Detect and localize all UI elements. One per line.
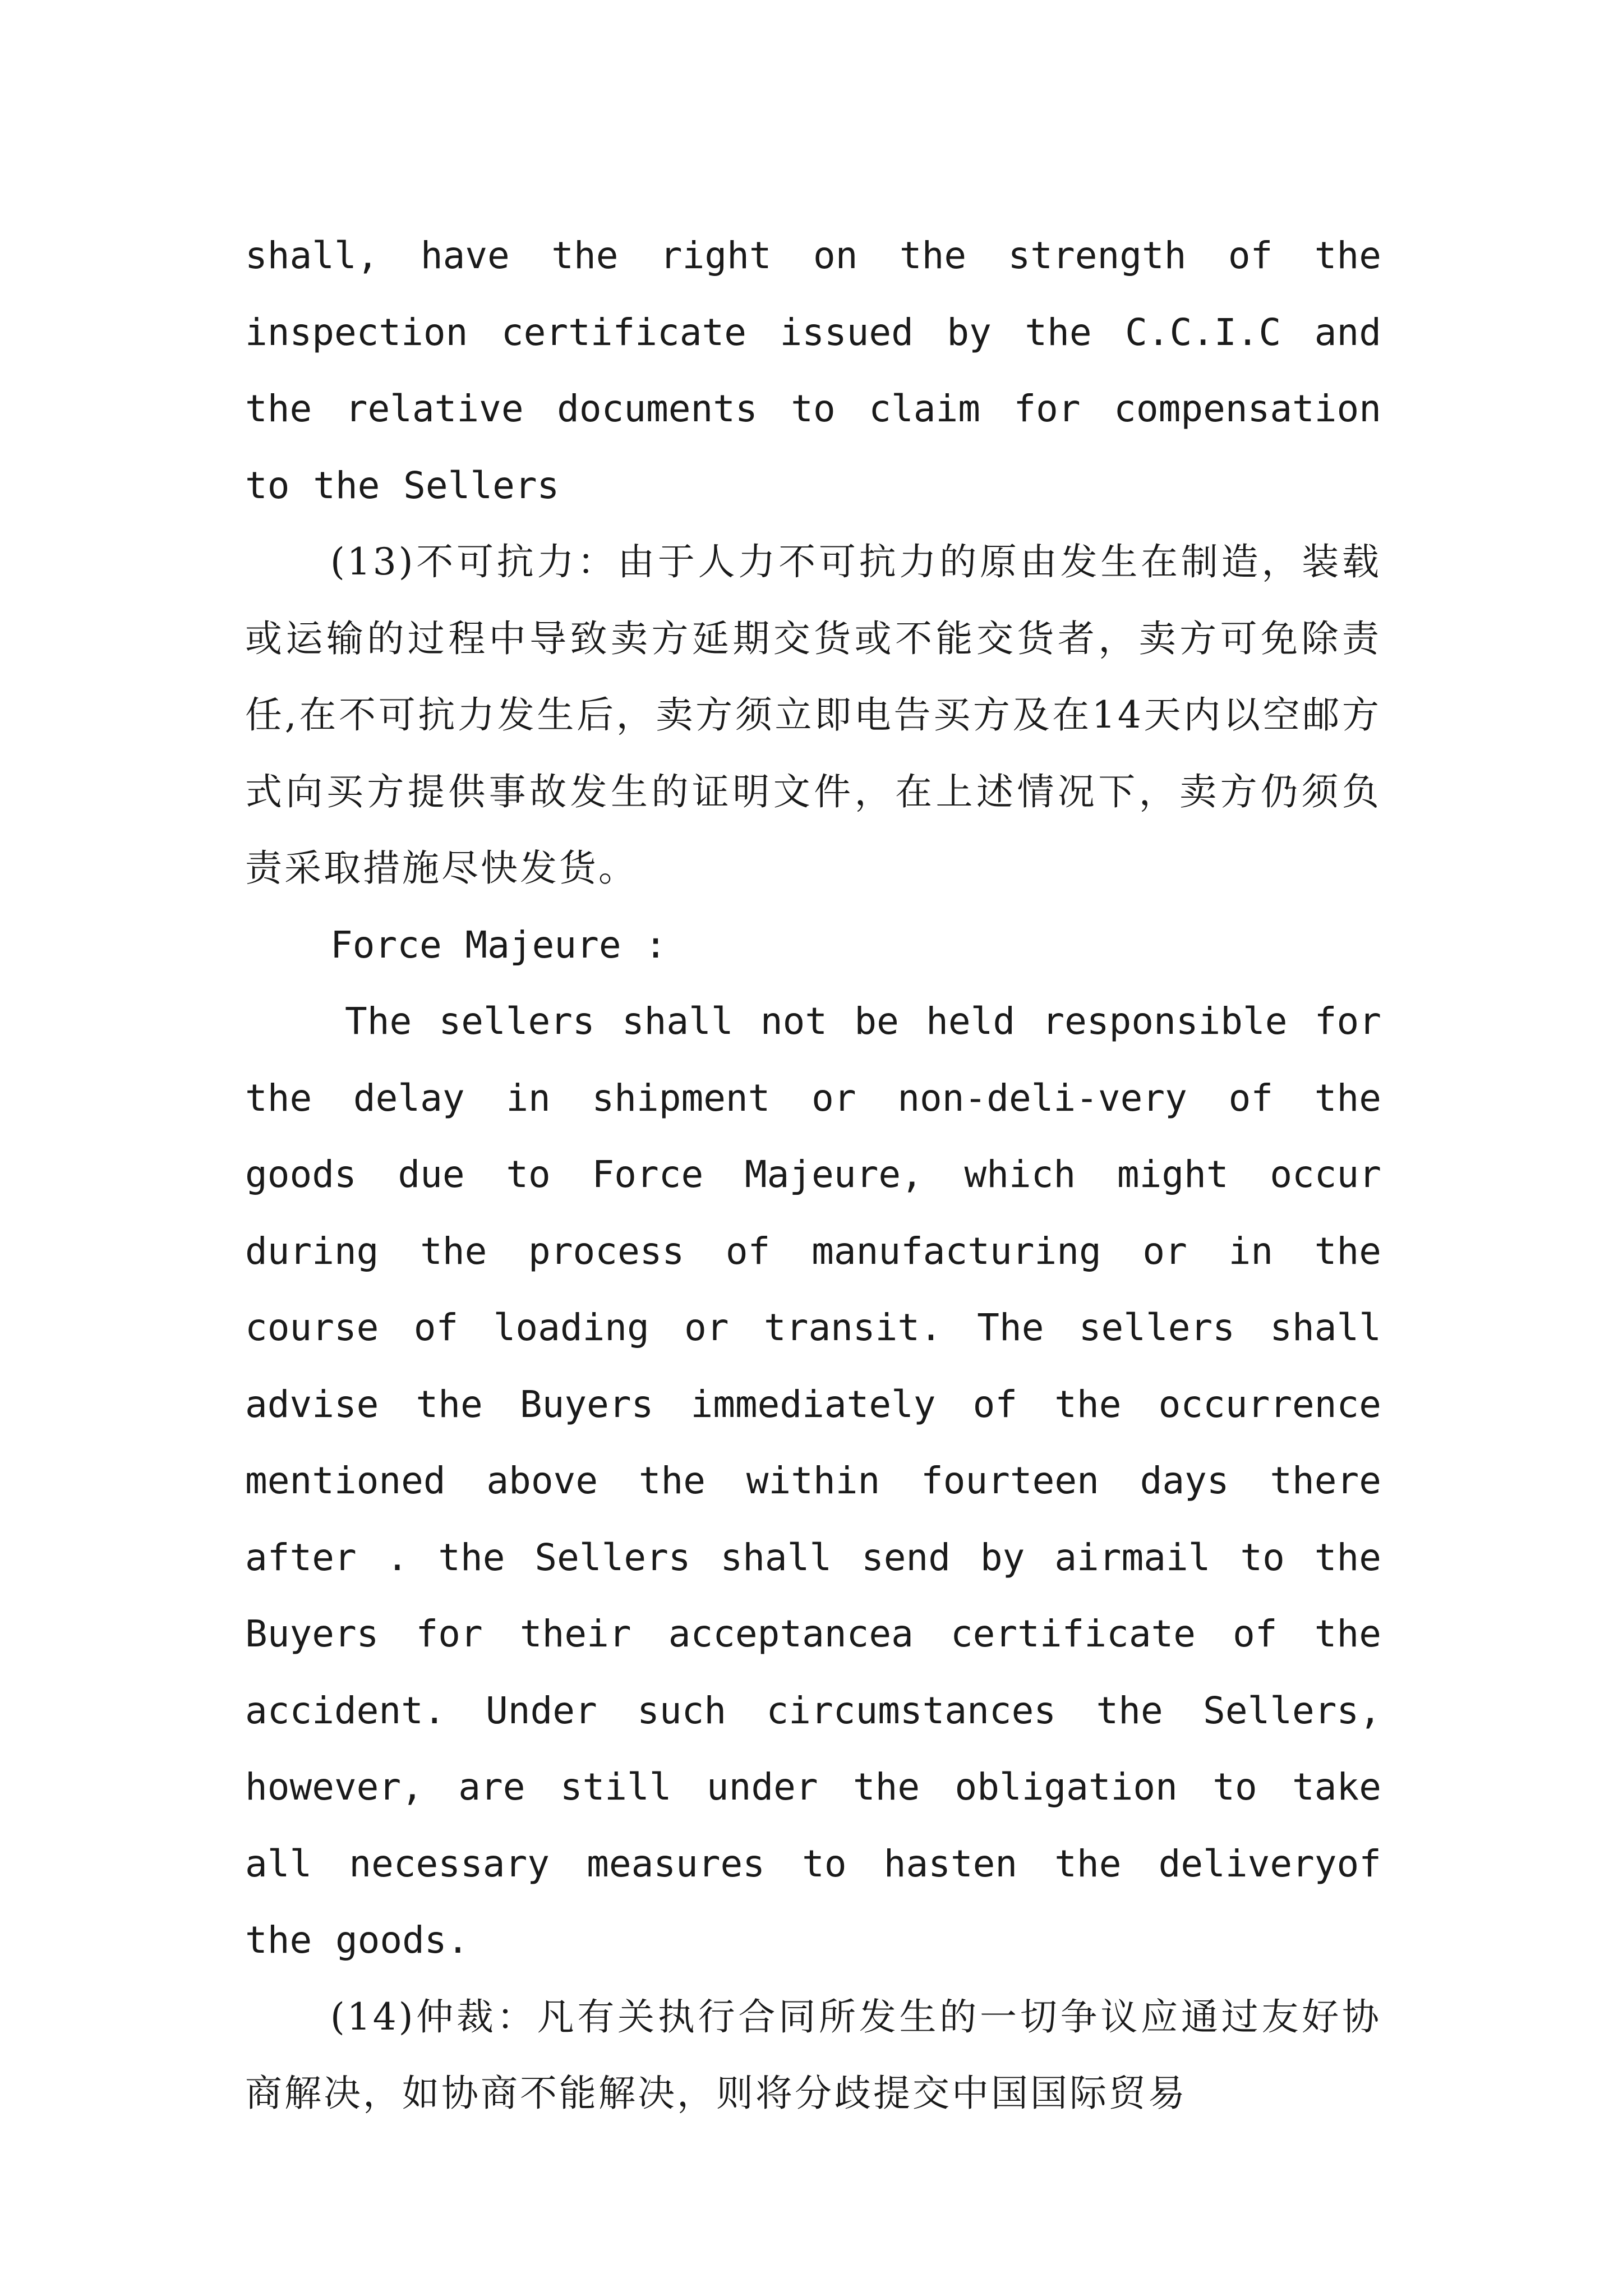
document-body bbox=[245, 218, 1381, 2132]
heading-force-majeure: Force Majeure : bbox=[330, 923, 667, 967]
paragraph-force-majeure-body: The sellers shall not be held responsible for the delay in shipment or non-deli-very of the goods due to Force Majeure, which might occur during the process of manufacturing or in the course of loading or transit. The sellers shall advise the Buyers immediately of the occurrence mentioned above the within fourteen days there after . the Sellers shall send by airmail to the Buyers for their acceptancea certificate of the accident. Under such circumstances the Sellers, however, are still under the obligation to take all necessary measures to hasten the deliveryof the goods. bbox=[245, 1000, 1381, 1962]
paragraph-claim-continuation: shall, have the right on the strength of the inspection certificate issued by the C.C.I.C and the relative documents to claim for compensation to the Sellers bbox=[245, 234, 1381, 507]
paragraph-clause-14-chinese: (14)仲裁：凡有关执行合同所发生的一切争议应通过友好协商解决，如协商不能解决，则将分歧提交中国国际贸易 bbox=[245, 1995, 1381, 2115]
paragraph-clause-13-chinese: (13)不可抗力：由于人力不可抗力的原由发生在制造，装载或运输的过程中导致卖方延期交货或不能交货者，卖方可免除责任,在不可抗力发生后，卖方须立即电告买方及在14天内以空邮方式向买方提供事故发生的证明文件，在上述情况下，卖方仍须负责采取措施尽快发货。 bbox=[245, 540, 1381, 890]
